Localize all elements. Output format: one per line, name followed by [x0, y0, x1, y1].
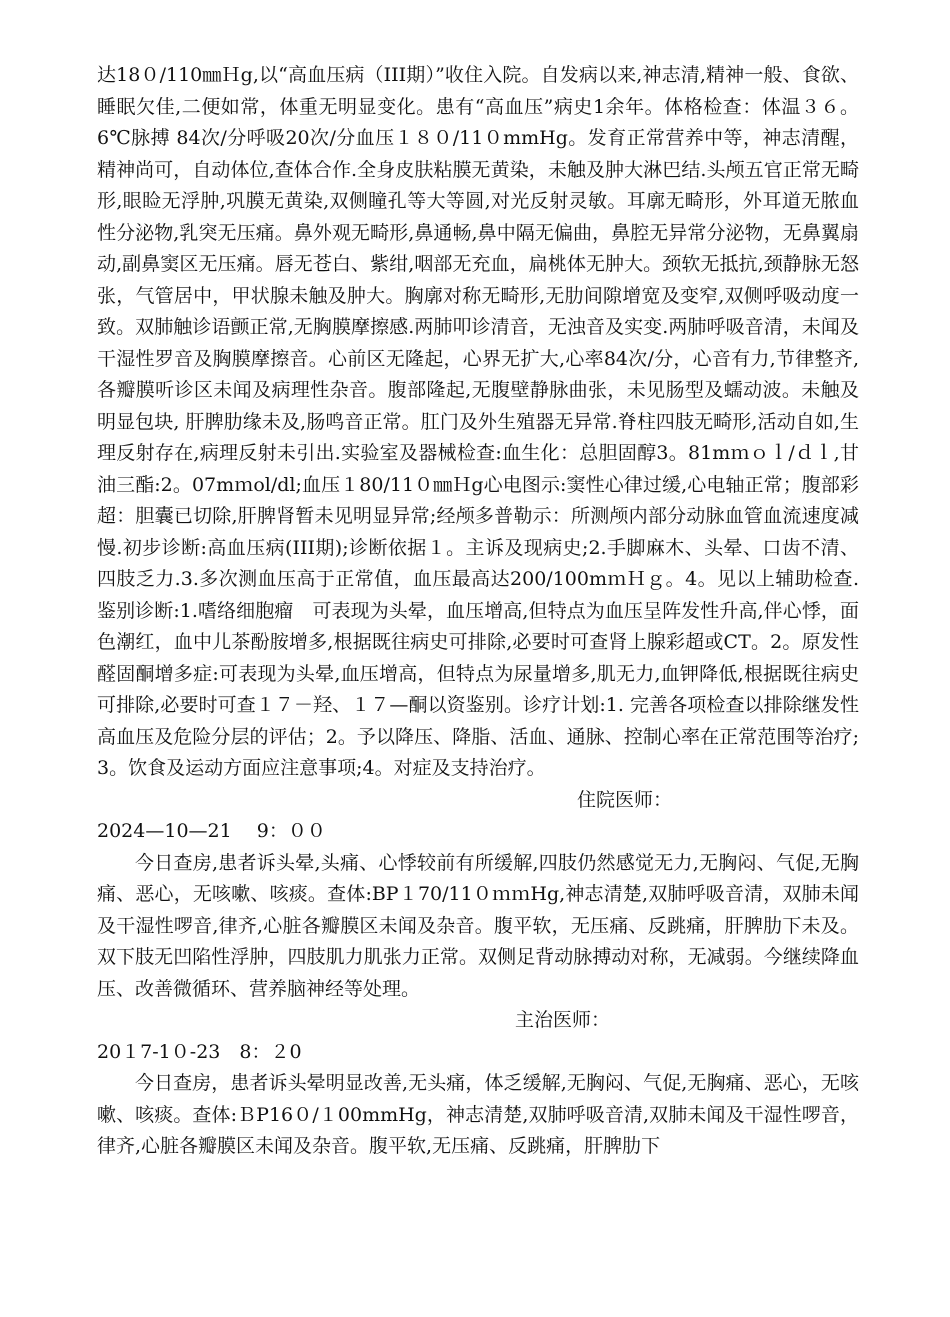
- admission-record-paragraph: 达18０/110㎜Ｈg,以“高血压病（III期）”收住入院。自发病以来,神志清,精神一般、食欲、睡眠欠佳,二便如常，体重无明显变化。患有“高血压”病史1余年。体格检查：体温３６。6℃脉搏 84次/分呼吸20次/分血压１８０/11０mmHg。发育正常营养中等，神志清醒，精神尚可，自动体位,查体合作.全身皮肤粘膜无黄染，未触及肿大淋巴结.头颅五官正常无畸形,眼睑无浮肿,巩膜无黄染,双侧瞳孔等大等圆,对光反射灵敏。耳廓无畸形，外耳道无脓血性分泌物,乳突无压痛。鼻外观无畸形,鼻通畅,鼻中隔无偏曲，鼻腔无异常分泌物，无鼻翼扇动,副鼻窦区无压痛。唇无苍白、紫绀,咽部无充血，扁桃体无肿大。颈软无抵抗,颈静脉无怒张，气管居中，甲状腺未触及肿大。胸廓对称无畸形,无肋间隙增宽及变窄,双侧呼吸动度一致。双肺触诊语颤正常,无胸膜摩擦感.两肺叩诊清音，无浊音及实变.两肺呼吸音清，未闻及干湿性罗音及胸膜摩擦音。心前区无隆起，心界无扩大,心率84次/分，心音有力,节律整齐,各瓣膜听诊区未闻及病理性杂音。腹部隆起,无腹壁静脉曲张，未见肠型及蠕动波。未触及明显包块, 肝脾肋缘未及,肠鸣音正常。肛门及外生殖器无异常.脊柱四肢无畸形,活动自如,生理反射存在,病理反射未引出.实验室及器械检查:血生化：总胆固醇3。81mｍｏｌ/ｄｌ,甘油三酯:2。07mｍol/dl;血压１80/11０㎜Ｈg心电图示:窦性心律过缓,心电轴正常；腹部彩超：胆囊已切除,肝脾肾暂未见明显异常;经颅多普勒示：所测颅内部分动脉血管血流速度减慢.初步诊断:高血压病(III期);诊断依据１。主诉及现病史;2.手脚麻木、头晕、口齿不清、四肢乏力.3.多次测血压高于正常值，血压最高达200/100mｍＨｇ。4。见以上辅助检查.鉴别诊断:1.嗜络细胞瘤 可表现为头晕，血压增高,但特点为血压呈阵发性升高,伴心悸，面色潮红，血中儿茶酚胺增多,根据既往病史可排除,必要时可查肾上腺彩超或CT。2。原发性醛固酮增多症:可表现为头晕,血压增高，但特点为尿量增多,肌无力,血钾降低,根据既往病史可排除,必要时可查１７－羟、１７—酮以资鉴别。诊疗计划:1. 完善各项检查以排除继发性高血压及危险分层的评估；2。予以降压、降脂、活血、通脉、控制心率在正常范围等治疗;3。饮食及运动方面应注意事项;4。对症及支持治疗。: [97, 64, 859, 779]
- attending-physician-signature: 主治医师：: [515, 1009, 611, 1031]
- resident-physician-signature: 住院医师：: [577, 788, 673, 811]
- ward-round-1-timestamp: 2024—10—21 9：００: [97, 820, 326, 842]
- ward-round-1-note: 今日查房,患者诉头晕,头痛、心悸较前有所缓解,四肢仍然感觉无力,无胸闷、气促,无胸痛、恶心，无咳嗽、咳痰。查体:BP１70/11０ｍｍHg,神志清楚,双肺呼吸音清，双肺未闻及干湿性啰音,律齐,心脏各瓣膜区未闻及杂音。腹平软，无压痛、反跳痛，肝脾肋下未及。双下肢无凹陷性浮肿，四肢肌力肌张力正常。双侧足背动脉搏动对称，无减弱。今继续降血压、改善微循环、营养脑神经等处理。: [97, 851, 859, 1000]
- medical-record-page: [97, 60, 859, 1163]
- ward-round-2-note: 今日查房，患者诉头晕明显改善,无头痛，体乏缓解,无胸闷、气促,无胸痛、恶心，无咳嗽、咳痰。查体:ＢP16０/１00mmHg，神志清楚,双肺呼吸音清,双肺未闻及干湿性啰音，律齐,心脏各瓣膜区未闻及杂音。腹平软,无压痛、反跳痛，肝脾肋下: [97, 1072, 859, 1157]
- ward-round-2-timestamp: 20１7-1０-23 8：２0: [97, 1040, 302, 1063]
